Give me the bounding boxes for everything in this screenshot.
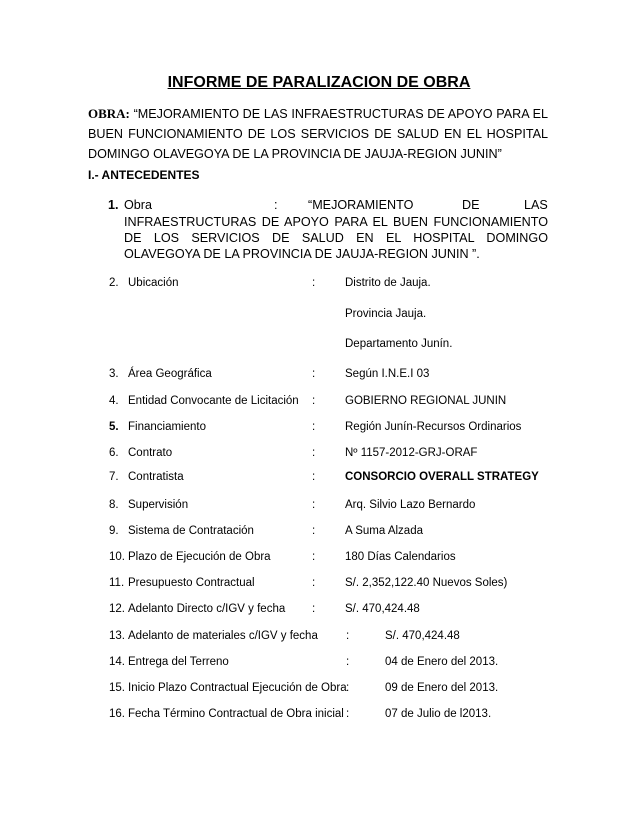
item-label: Inicio Plazo Contractual Ejecución de Obra <box>128 682 347 694</box>
item-value: Región Junín-Recursos Ordinarios <box>345 421 522 433</box>
item-number: 10. <box>109 551 125 563</box>
item-colon: : <box>312 277 316 289</box>
item-number: 11. <box>109 577 125 589</box>
item-label: Área Geográfica <box>128 368 212 380</box>
item-colon: : <box>312 499 316 511</box>
item-value: S/. 470,424.48 <box>385 630 460 642</box>
item-label: Entrega del Terreno <box>128 656 229 668</box>
item-value: GOBIERNO REGIONAL JUNIN <box>345 395 507 407</box>
item-number: 14. <box>109 656 125 668</box>
item-number: 6. <box>109 447 119 459</box>
item-1-word-1: “MEJORAMIENTO <box>308 198 414 212</box>
item-value: 09 de Enero del 2013. <box>385 682 499 694</box>
item-1-number: 1. <box>108 198 119 212</box>
item-number: 4. <box>109 395 119 407</box>
obra-label: OBRA: <box>88 106 130 121</box>
item-colon: : <box>312 603 316 615</box>
item-1-label: Obra <box>124 198 152 212</box>
item-label: Sistema de Contratación <box>128 525 254 537</box>
item-colon: : <box>312 368 316 380</box>
item-number: 7. <box>109 471 119 483</box>
item-label: Supervisión <box>128 499 189 511</box>
obra-text: “MEJORAMIENTO DE LAS INFRAESTRUCTURAS DE APOYO PARA EL BUEN FUNCIONAMIENTO DE LOS SERVICIOS DE SALUD EN EL HOSPITAL DOMINGO OLAVEGOYA DE LA PROVINCIA DE JAUJA-REGION JUNIN” <box>88 107 548 161</box>
item-label: Entidad Convocante de Licitación <box>128 395 299 407</box>
item-value-line-3: Departamento Junín. <box>345 338 453 350</box>
item-number: 16. <box>109 708 125 720</box>
item-colon: : <box>312 395 316 407</box>
item-colon: : <box>312 525 316 537</box>
item-1-colon: : <box>274 198 278 212</box>
item-colon: : <box>346 682 350 694</box>
item-label: Plazo de Ejecución de Obra <box>128 551 271 563</box>
item-value: 07 de Julio de l2013. <box>385 708 492 720</box>
item-label: Fecha Término Contractual de Obra inicial <box>128 708 344 720</box>
item-label: Presupuesto Contractual <box>128 577 255 589</box>
item-number: 13. <box>109 630 125 642</box>
item-value: 04 de Enero del 2013. <box>385 656 499 668</box>
item-label: Adelanto de materiales c/IGV y fecha <box>128 630 318 642</box>
item-number: 2. <box>109 277 119 289</box>
item-value: S/. 2,352,122.40 Nuevos Soles) <box>345 577 508 589</box>
item-1-word-3: LAS <box>524 198 548 212</box>
item-value: Arq. Silvio Lazo Bernardo <box>345 499 476 511</box>
item-value: Según I.N.E.I 03 <box>345 368 430 380</box>
item-label: Financiamiento <box>128 421 206 433</box>
item-value: A Suma Alzada <box>345 525 423 537</box>
item-value: Distrito de Jauja. <box>345 277 431 289</box>
section-heading: I.- ANTECEDENTES <box>88 168 200 182</box>
item-value: Nº 1157-2012-GRJ-ORAF <box>345 447 478 459</box>
item-colon: : <box>346 630 350 642</box>
item-label: Adelanto Directo c/IGV y fecha <box>128 603 286 615</box>
item-colon: : <box>346 708 350 720</box>
item-value-line-2: Provincia Jauja. <box>345 308 427 320</box>
obra-paragraph <box>88 104 548 164</box>
item-1-body: INFRAESTRUCTURAS DE APOYO PARA EL BUEN FUNCIONAMIENTO DE LOS SERVICIOS DE SALUD EN EL HOSPITAL DOMINGO OLAVEGOYA DE LA PROVINCIA DE JAUJA-REGION JUNIN ”. <box>124 215 548 261</box>
document-title: INFORME DE PARALIZACION DE OBRA <box>167 74 471 91</box>
item-label: Ubicación <box>128 277 179 289</box>
item-colon: : <box>346 656 350 668</box>
item-colon: : <box>312 577 316 589</box>
item-colon: : <box>312 421 316 433</box>
item-1-word-2: DE <box>462 198 480 212</box>
item-colon: : <box>312 551 316 563</box>
item-number: 3. <box>109 368 119 380</box>
item-colon: : <box>312 471 316 483</box>
item-value: S/. 470,424.48 <box>345 603 420 615</box>
item-number: 12. <box>109 603 125 615</box>
item-label: Contrato <box>128 447 173 459</box>
item-colon: : <box>312 447 316 459</box>
item-number: 9. <box>109 525 119 537</box>
item-1-header <box>124 198 548 214</box>
item-value: CONSORCIO OVERALL STRATEGY <box>345 471 539 483</box>
item-value: 180 Días Calendarios <box>345 551 456 563</box>
item-number: 5. <box>109 421 119 433</box>
item-label: Contratista <box>128 471 184 483</box>
item-number: 15. <box>109 682 125 694</box>
item-number: 8. <box>109 499 119 511</box>
